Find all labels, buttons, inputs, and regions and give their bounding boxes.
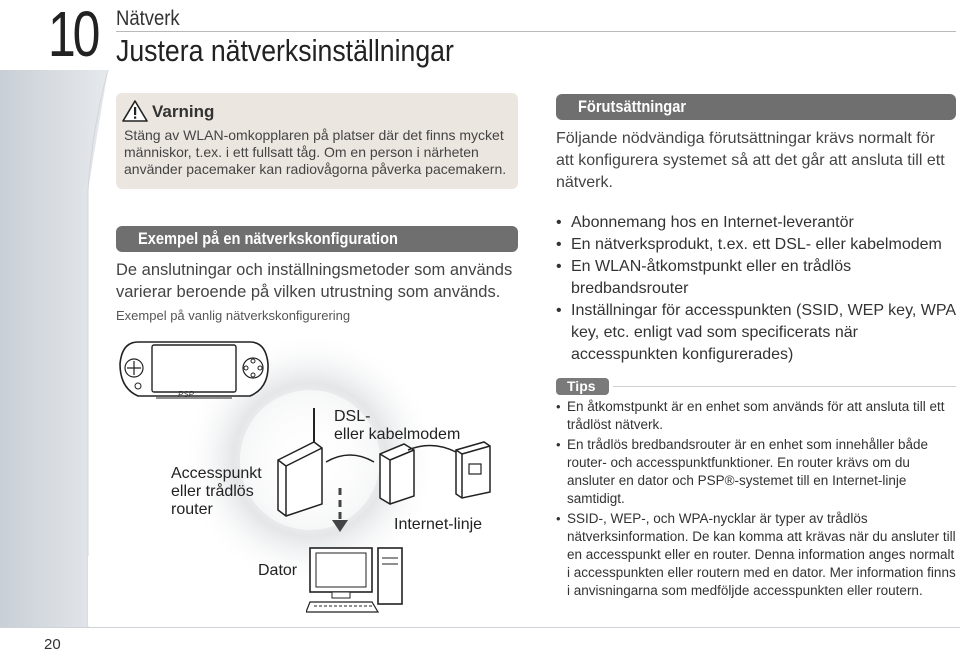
prerequisites-banner bbox=[556, 94, 956, 120]
computer-icon bbox=[306, 544, 408, 616]
list-item: • SSID-, WEP-, och WPA-nycklar är typer av trådlös nätverksinformation. De kan komma att krävas när du ansluter till en accesspunkt eller en router. Denna information anges normalt i accesspunkten eller routern med en dator. Mer information finns i anvisningarna som medföljde accesspunkten eller routern. bbox=[556, 510, 960, 600]
warning-title: Varning bbox=[152, 102, 215, 121]
list-item: • Abonnemang hos en Internet-leverantör bbox=[556, 212, 960, 234]
list-item: • En trådlös bredbandsrouter är en enhet som innehåller både router- och accesspunktfunktioner. En router krävs om du ansluter en dator och PSP®-systemet till en Internet-linje samtidigt. bbox=[556, 436, 960, 508]
tips-badge-label: Tips bbox=[567, 378, 596, 394]
label-computer: Dator bbox=[258, 562, 298, 579]
example-banner bbox=[116, 226, 518, 252]
psp-logo: PSP bbox=[178, 390, 195, 399]
cable-lines bbox=[300, 440, 500, 560]
footer-rule bbox=[0, 627, 960, 628]
warning-text: Stäng av WLAN-omkopplaren på platser där det finns mycket människor, t.ex. i ett fullsatt tåg. Om en person i närheten använder pacemaker kan radiovågorna påverka pacemakern. bbox=[124, 127, 507, 177]
list-item: • En WLAN-åtkomstpunkt eller en trådlös bredbandsrouter bbox=[556, 256, 960, 300]
chapter-number: 10 bbox=[48, 0, 98, 70]
arrow-down-icon bbox=[332, 520, 348, 532]
label-access-point bbox=[171, 465, 262, 519]
warning-triangle-icon bbox=[122, 100, 148, 122]
page-number: 20 bbox=[44, 636, 61, 653]
tips-badge bbox=[556, 378, 609, 395]
example-description: De anslutningar och inställningsmetoder som används varierar beroende på vilken utrustning som används. bbox=[116, 261, 513, 301]
section-name: Nätverk bbox=[116, 7, 180, 30]
list-item: • Inställningar för accesspunkten (SSID, WEP key, WPA key, etc. enligt vad som specificerats när accesspunkten konfigurerades) bbox=[556, 300, 960, 366]
label-modem-line-1: DSL- bbox=[334, 408, 371, 425]
prerequisites-list bbox=[556, 212, 960, 366]
list-item: • En nätverksprodukt, t.ex. ett DSL- eller kabelmodem bbox=[556, 234, 960, 256]
label-modem-line-2: eller kabelmodem bbox=[334, 426, 461, 443]
list-item: • En åtkomstpunkt är en enhet som används för att ansluta till ett trådlöst nätverk. bbox=[556, 398, 960, 434]
label-modem bbox=[334, 408, 460, 444]
prerequisites-text: Följande nödvändiga förutsättningar krävs normalt för att konfigurera systemet så att det går att ansluta till ett nätverk. bbox=[556, 130, 945, 191]
label-access-point-line-2: eller trådlös bbox=[171, 483, 254, 500]
tips-list bbox=[556, 398, 960, 602]
label-internet-line: Internet-linje bbox=[394, 516, 483, 533]
example-subheading: Exempel på vanlig nätverkskonfigurering bbox=[116, 308, 351, 323]
tips-rule bbox=[613, 386, 956, 387]
page-title: Justera nätverksinställningar bbox=[116, 33, 454, 68]
prerequisites-banner-label: Förutsättningar bbox=[578, 97, 687, 116]
header-rule bbox=[116, 31, 956, 32]
label-access-point-line-1: Accesspunkt bbox=[171, 465, 262, 482]
example-banner-label: Exempel på en nätverkskonfiguration bbox=[138, 229, 398, 248]
label-access-point-line-3: router bbox=[171, 501, 213, 518]
